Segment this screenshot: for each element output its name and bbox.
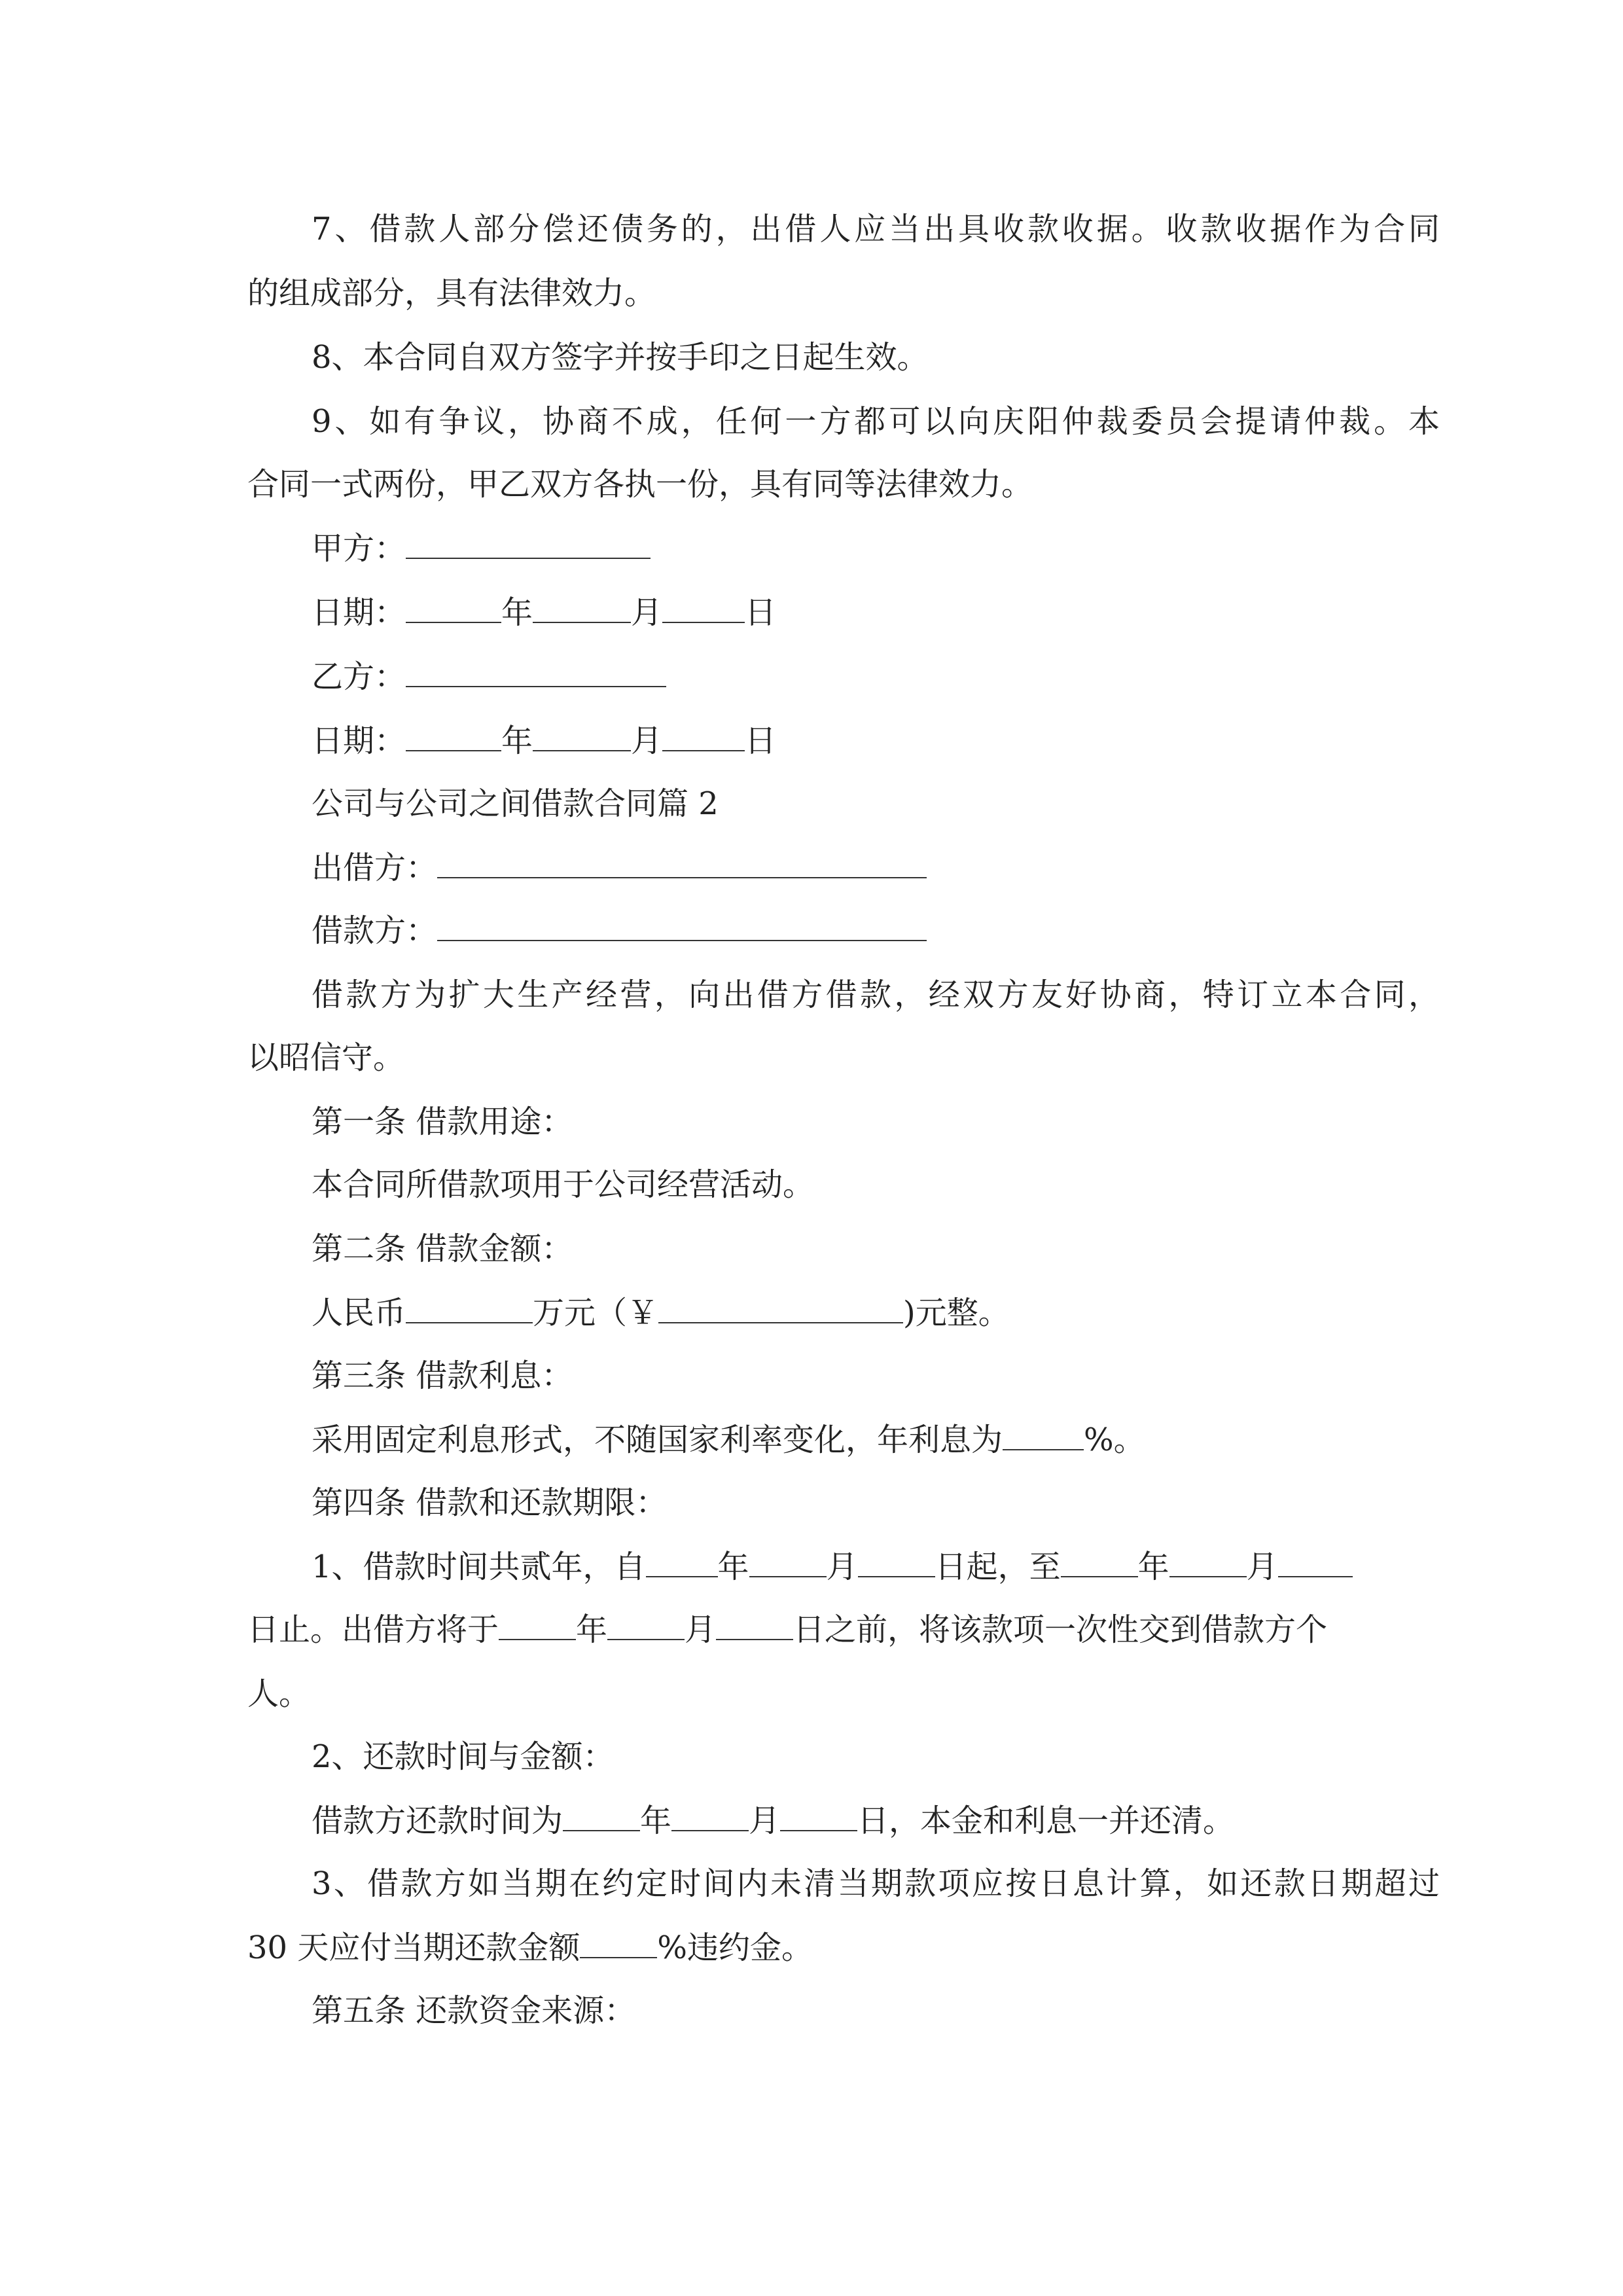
year-label: 年 [576,1611,608,1648]
article-1-heading: 第一条 借款用途： [312,1103,573,1140]
penalty-rate-blank[interactable] [580,1928,657,1958]
interest-line [312,1419,1145,1461]
repayment-line [312,1800,1234,1842]
month-blank[interactable] [749,1547,827,1577]
day-label: 日 [745,594,777,631]
year-label: 年 [640,1803,672,1839]
intro-line-1: 借款方为扩大生产经营，向出借方借款，经双方友好协商，特订立本合同， [312,977,1440,1013]
term-3-tail: %违约金。 [657,1929,813,1966]
day-blank[interactable] [716,1610,793,1640]
day-blank[interactable] [662,593,745,623]
repayment-tail: 日，本金和利息一并还清。 [857,1803,1235,1839]
yuan-blank[interactable] [658,1293,903,1323]
month-label: 月 [749,1803,781,1839]
year-blank[interactable] [1061,1547,1138,1577]
month-blank[interactable] [671,1801,749,1831]
month-label: 月 [1246,1549,1278,1585]
wanyuan-label: 万元（￥ [533,1295,659,1331]
borrower-blank[interactable] [437,911,927,941]
term-1-start: 1、借款时间共贰年，自 [312,1549,646,1585]
clause-9-line-2: 合同一式两份，甲乙双方各执一份，具有同等法律效力。 [247,466,1033,503]
article-5-heading: 第五条 还款资金来源： [312,1992,636,2029]
term-1-line-3: 人。 [247,1676,311,1712]
term-3-line-1: 3、借款方如当期在约定时间内未清当期款项应按日息计算，如还款日期超过 [312,1865,1440,1902]
clause-7-line-1: 7、借款人部分偿还债务的，出借人应当出具收款收据。收款收据作为合同 [312,211,1440,247]
interest-rate-blank[interactable] [1003,1420,1084,1450]
repayment-text: 借款方还款时间为 [312,1803,563,1839]
article-4-heading: 第四条 借款和还款期限： [312,1484,668,1521]
party-b-line [312,656,666,698]
clause-7-line-2: 的组成部分，具有法律效力。 [247,275,656,312]
year-blank[interactable] [406,593,501,623]
amount-line [312,1292,1010,1334]
wanyuan-blank[interactable] [406,1293,533,1323]
month-blank[interactable] [533,593,631,623]
term-1-line-1 [312,1546,1353,1588]
year-blank[interactable] [563,1801,640,1831]
date-label: 日期： [312,594,406,631]
borrower-label: 借款方： [312,912,438,949]
term-1-tail: 日之前，将该款项一次性交到借款方个 [793,1611,1328,1648]
year-label: 年 [501,594,533,631]
party-a-blank[interactable] [406,529,651,559]
month-label: 月 [685,1611,717,1648]
date-line-b [312,720,776,762]
month-label: 月 [631,594,663,631]
year-label: 年 [501,723,533,759]
article-3-heading: 第三条 借款利息： [312,1357,573,1394]
clause-9-line-1: 9、如有争议，协商不成，任何一方都可以向庆阳仲裁委员会提请仲裁。本 [312,403,1440,440]
qi-zhi-label: 日起，至 [935,1549,1061,1585]
date-line-a [312,592,776,634]
year-label: 年 [1137,1549,1169,1585]
day-label: 日 [745,723,777,759]
ri-zhi-label: 日止。出借方将于 [247,1611,499,1648]
day-blank[interactable] [662,721,745,751]
clause-8: 8、本合同自双方签字并按手印之日起生效。 [312,339,929,376]
term-3-line-2 [247,1927,813,1969]
term-2-heading: 2、还款时间与金额： [312,1738,615,1775]
year-blank[interactable] [499,1610,576,1640]
intro-line-2: 以昭信守。 [247,1039,405,1076]
borrower-line [312,910,927,952]
term-1-line-2 [247,1609,1327,1651]
article-1-body: 本合同所借款项用于公司经营活动。 [312,1166,815,1203]
day-blank[interactable] [858,1547,935,1577]
month-blank[interactable] [1169,1547,1247,1577]
year-label: 年 [717,1549,749,1585]
month-blank[interactable] [533,721,631,751]
year-blank[interactable] [646,1547,718,1577]
month-blank[interactable] [607,1610,685,1640]
party-b-blank[interactable] [406,657,666,687]
term-3-text: 30 天应付当期还款金额 [247,1929,580,1966]
party-b-label: 乙方： [312,658,406,695]
day-blank[interactable] [1278,1547,1353,1577]
year-blank[interactable] [406,721,501,751]
month-label: 月 [826,1549,858,1585]
date-label: 日期： [312,723,406,759]
party-a-label: 甲方： [312,530,406,567]
percent-label: %。 [1084,1422,1145,1458]
lender-label: 出借方： [312,850,438,886]
interest-text: 采用固定利息形式，不随国家利率变化，年利息为 [312,1422,1003,1458]
yuanzheng-label: )元整。 [903,1295,1010,1331]
month-label: 月 [631,723,663,759]
lender-line [312,847,927,889]
article-2-heading: 第二条 借款金额： [312,1230,573,1267]
contract-2-title: 公司与公司之间借款合同篇 2 [312,785,719,822]
party-a-line [312,528,651,569]
day-blank[interactable] [780,1801,857,1831]
lender-blank[interactable] [437,848,927,878]
rmb-label: 人民币 [312,1295,406,1331]
